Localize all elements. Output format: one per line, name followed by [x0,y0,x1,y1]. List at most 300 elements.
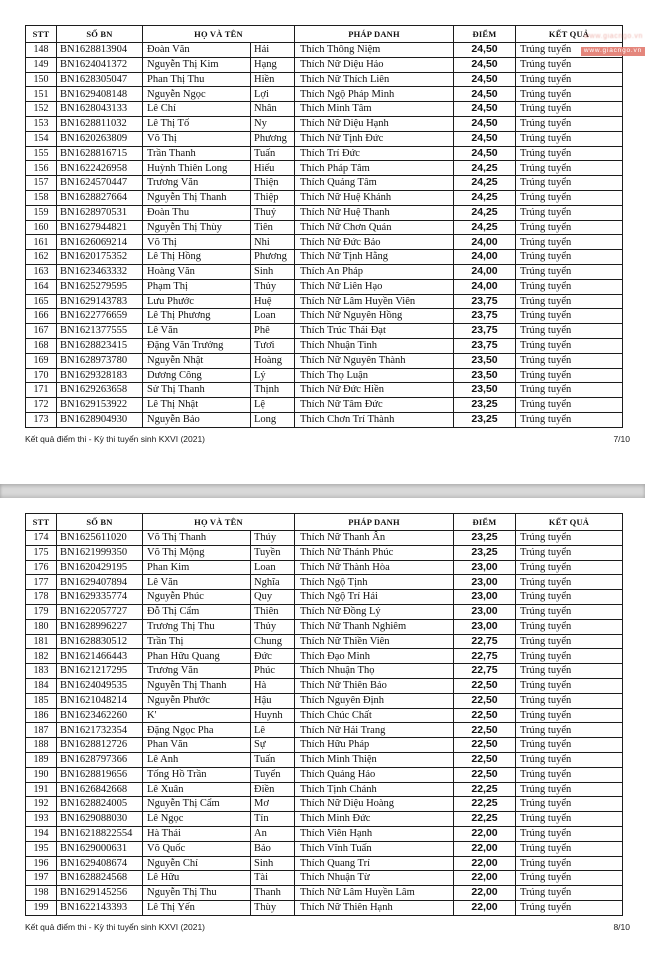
table-row [26,87,623,102]
surname-cell: Lê Văn [143,575,251,590]
stt-cell: 156 [26,161,57,176]
phap-danh-cell: Thích Vĩnh Tuấn [295,841,454,856]
table-row [26,767,623,782]
so-bn-cell: BN1629407894 [57,575,143,590]
so-bn-cell: BN1621377555 [57,324,143,339]
score-cell: 23,00 [454,619,516,634]
surname-cell: Đặng Văn Trưởng [143,338,251,353]
score-cell: 22,00 [454,856,516,871]
phap-danh-cell: Thích Nữ Huệ Thanh [295,205,454,220]
so-bn-cell: BN1628970531 [57,205,143,220]
score-cell: 22,00 [454,826,516,841]
table-row [26,161,623,176]
given-name-cell: Phương [251,131,295,146]
so-bn-cell: BN1624041372 [57,57,143,72]
score-cell: 24,25 [454,205,516,220]
given-name-cell: Hiền [251,72,295,87]
table-row [26,72,623,87]
result-cell: Trúng tuyển [516,146,623,161]
score-cell: 24,50 [454,72,516,87]
surname-cell: Huỳnh Thiên Long [143,161,251,176]
score-cell: 24,50 [454,57,516,72]
given-name-cell: Phương [251,250,295,265]
result-cell: Trúng tuyển [516,279,623,294]
header-diem: ĐIỂM [454,514,516,531]
stt-cell: 157 [26,176,57,191]
score-cell: 23,25 [454,545,516,560]
given-name-cell: Lý [251,368,295,383]
phap-danh-cell: Thích Nguyên Định [295,693,454,708]
given-name-cell: Huệ [251,294,295,309]
given-name-cell: Thanh [251,886,295,901]
so-bn-cell: BN1628305047 [57,72,143,87]
stt-cell: 194 [26,826,57,841]
table-row [26,782,623,797]
so-bn-cell: BN1627944821 [57,220,143,235]
result-cell: Trúng tuyển [516,220,623,235]
surname-cell: Lê Văn [143,324,251,339]
so-bn-cell: BN1629145256 [57,886,143,901]
result-cell: Trúng tuyển [516,826,623,841]
given-name-cell: Thiên [251,604,295,619]
given-name-cell: Loan [251,309,295,324]
given-name-cell: Tuyền [251,545,295,560]
table-row [26,649,623,664]
result-cell: Trúng tuyển [516,649,623,664]
result-cell: Trúng tuyển [516,693,623,708]
table-row [26,264,623,279]
result-cell: Trúng tuyển [516,72,623,87]
results-table-page-7 [25,25,623,428]
result-cell: Trúng tuyển [516,235,623,250]
footer-title: Kết quả điểm thi - Kỳ thi tuyển sinh KXVI (2021) [25,433,206,444]
stt-cell: 196 [26,856,57,871]
stt-cell: 198 [26,886,57,901]
header-diem: ĐIỂM [454,26,516,43]
stt-cell: 193 [26,812,57,827]
so-bn-cell: BN1628797366 [57,752,143,767]
phap-danh-cell: Thích Chơn Trí Thành [295,412,454,427]
table-row [26,116,623,131]
table-row [26,324,623,339]
surname-cell: Hà Thái [143,826,251,841]
table-row [26,43,623,58]
surname-cell: Trần Thanh [143,146,251,161]
so-bn-cell: BN1629153922 [57,398,143,413]
score-cell: 23,25 [454,398,516,413]
table-row [26,353,623,368]
stt-cell: 172 [26,398,57,413]
stt-cell: 188 [26,738,57,753]
surname-cell: Lê Thị Phương [143,309,251,324]
phap-danh-cell: Thích Viên Hạnh [295,826,454,841]
surname-cell: Nguyễn Phước [143,693,251,708]
phap-danh-cell: Thích Nữ Thanh Ân [295,531,454,546]
given-name-cell: Thủy [251,279,295,294]
so-bn-cell: BN1620175352 [57,250,143,265]
given-name-cell: Thiệp [251,190,295,205]
surname-cell: Phan Kim [143,560,251,575]
table-body-page-8 [26,531,623,916]
surname-cell: Trương Thị Thu [143,619,251,634]
phap-danh-cell: Thích Nữ Diệu Hảo [295,57,454,72]
phap-danh-cell: Thích Minh Thiện [295,752,454,767]
given-name-cell: Hạng [251,57,295,72]
stt-cell: 199 [26,900,57,915]
so-bn-cell: BN1624049535 [57,678,143,693]
table-row [26,220,623,235]
table-header-row [26,514,623,531]
table-row [26,738,623,753]
result-cell: Trúng tuyển [516,604,623,619]
given-name-cell: Tuấn [251,752,295,767]
table-row [26,826,623,841]
phap-danh-cell: Thích Nhuận Tinh [295,338,454,353]
so-bn-cell: BN1621999350 [57,545,143,560]
table-body-page-7 [26,43,623,428]
surname-cell: Võ Thị [143,131,251,146]
stt-cell: 184 [26,678,57,693]
surname-cell: Phan Hữu Quang [143,649,251,664]
table-row [26,871,623,886]
phap-danh-cell: Thích Nữ Thành Hòa [295,560,454,575]
given-name-cell: Nhi [251,235,295,250]
surname-cell: Đoàn Thu [143,205,251,220]
surname-cell: Đoàn Văn [143,43,251,58]
table-row [26,619,623,634]
stt-cell: 153 [26,116,57,131]
phap-danh-cell: Thích Nữ Đức Hiền [295,383,454,398]
surname-cell: Võ Thị Thanh [143,531,251,546]
result-cell: Trúng tuyển [516,856,623,871]
score-cell: 22,25 [454,812,516,827]
phap-danh-cell: Thích Nữ Đức Bảo [295,235,454,250]
phap-danh-cell: Thích Nhuận Thọ [295,664,454,679]
score-cell: 24,25 [454,176,516,191]
surname-cell: Nguyễn Thị Thu [143,886,251,901]
given-name-cell: Hiếu [251,161,295,176]
score-cell: 23,50 [454,353,516,368]
result-cell: Trúng tuyển [516,353,623,368]
phap-danh-cell: Thích Minh Đức [295,812,454,827]
phap-danh-cell: Thích Nữ Nguyên Hồng [295,309,454,324]
given-name-cell: Sự [251,738,295,753]
phap-danh-cell: Thích Nữ Tịnh Đức [295,131,454,146]
given-name-cell: Điền [251,782,295,797]
phap-danh-cell: Thích Nữ Hải Trang [295,723,454,738]
phap-danh-cell: Thích Tịnh Chánh [295,782,454,797]
so-bn-cell: BN1621466443 [57,649,143,664]
given-name-cell: Ny [251,116,295,131]
given-name-cell: Thịnh [251,383,295,398]
stt-cell: 173 [26,412,57,427]
score-cell: 22,75 [454,664,516,679]
result-cell: Trúng tuyển [516,575,623,590]
table-row [26,250,623,265]
stt-cell: 179 [26,604,57,619]
phap-danh-cell: Thích Thọ Luận [295,368,454,383]
table-row [26,856,623,871]
table-row [26,886,623,901]
score-cell: 22,25 [454,797,516,812]
so-bn-cell: BN1628043133 [57,102,143,117]
phap-danh-cell: Thích Pháp Tâm [295,161,454,176]
score-cell: 23,50 [454,383,516,398]
given-name-cell: Chung [251,634,295,649]
given-name-cell: Phúc [251,664,295,679]
score-cell: 24,50 [454,116,516,131]
so-bn-cell: BN1628819656 [57,767,143,782]
surname-cell: Lê Anh [143,752,251,767]
result-cell: Trúng tuyển [516,116,623,131]
score-cell: 23,00 [454,590,516,605]
surname-cell: Lê Xuân [143,782,251,797]
stt-cell: 148 [26,43,57,58]
result-cell: Trúng tuyển [516,560,623,575]
so-bn-cell: BN1621048214 [57,693,143,708]
stt-cell: 150 [26,72,57,87]
phap-danh-cell: Thích Nhuận Từ [295,871,454,886]
so-bn-cell: BN1629088030 [57,812,143,827]
given-name-cell: Tiên [251,220,295,235]
given-name-cell: Thiện [251,176,295,191]
result-cell: Trúng tuyển [516,812,623,827]
table-row [26,664,623,679]
given-name-cell: Tươi [251,338,295,353]
result-cell: Trúng tuyển [516,190,623,205]
result-cell: Trúng tuyển [516,338,623,353]
surname-cell: Lê Ngọc [143,812,251,827]
phap-danh-cell: Thích Nữ Nguyên Thành [295,353,454,368]
phap-danh-cell: Thích Ngộ Tịnh [295,575,454,590]
so-bn-cell: BN1629143783 [57,294,143,309]
header-stt: STT [26,514,57,531]
so-bn-cell: BN1628816715 [57,146,143,161]
phap-danh-cell: Thích Nữ Thanh Nghiêm [295,619,454,634]
header-so-bn: SỐ BN [57,514,143,531]
stt-cell: 183 [26,664,57,679]
result-cell: Trúng tuyển [516,309,623,324]
surname-cell: K' [143,708,251,723]
surname-cell: Lê Thị Yến [143,900,251,915]
score-cell: 23,75 [454,309,516,324]
surname-cell: Nguyễn Ngọc [143,87,251,102]
stt-cell: 178 [26,590,57,605]
so-bn-cell: BN1624570447 [57,176,143,191]
result-cell: Trúng tuyển [516,738,623,753]
score-cell: 23,00 [454,560,516,575]
so-bn-cell: BN1629408148 [57,87,143,102]
given-name-cell: Hà [251,678,295,693]
stt-cell: 186 [26,708,57,723]
phap-danh-cell: Thích Nữ Huệ Khánh [295,190,454,205]
table-row [26,279,623,294]
table-row [26,678,623,693]
score-cell: 22,50 [454,738,516,753]
given-name-cell: Tín [251,812,295,827]
phap-danh-cell: Thích Nữ Thánh Phúc [295,545,454,560]
page-8 [0,513,645,966]
so-bn-cell: BN1628830512 [57,634,143,649]
given-name-cell: An [251,826,295,841]
so-bn-cell: BN1628827664 [57,190,143,205]
given-name-cell: Mơ [251,797,295,812]
given-name-cell: Phê [251,324,295,339]
page-divider [0,484,645,498]
table-row [26,309,623,324]
result-cell: Trúng tuyển [516,383,623,398]
result-cell: Trúng tuyển [516,324,623,339]
phap-danh-cell: Thích Nữ Thiền Viên [295,634,454,649]
stt-cell: 166 [26,309,57,324]
surname-cell: Lê Thị Nhật [143,398,251,413]
result-cell: Trúng tuyển [516,398,623,413]
table-row [26,205,623,220]
result-cell: Trúng tuyển [516,531,623,546]
surname-cell: Phạm Thị [143,279,251,294]
surname-cell: Lê Thị Hồng [143,250,251,265]
stt-cell: 160 [26,220,57,235]
given-name-cell: Thủy [251,619,295,634]
given-name-cell: Hậu [251,693,295,708]
score-cell: 22,50 [454,693,516,708]
score-cell: 22,75 [454,649,516,664]
given-name-cell: Long [251,412,295,427]
table-row [26,57,623,72]
phap-danh-cell: Thích Trúc Thái Đạt [295,324,454,339]
table-row [26,604,623,619]
so-bn-cell: BN1625611020 [57,531,143,546]
given-name-cell: Sinh [251,264,295,279]
table-row [26,841,623,856]
score-cell: 22,75 [454,634,516,649]
score-cell: 24,25 [454,220,516,235]
score-cell: 24,50 [454,87,516,102]
score-cell: 24,00 [454,264,516,279]
stt-cell: 165 [26,294,57,309]
phap-danh-cell: Thích Quảng Tâm [295,176,454,191]
result-cell: Trúng tuyển [516,767,623,782]
so-bn-cell: BN1620429195 [57,560,143,575]
table-row [26,102,623,117]
surname-cell: Nguyễn Bảo [143,412,251,427]
header-ket-qua: KẾT QUẢ [516,26,623,43]
so-bn-cell: BN1622057727 [57,604,143,619]
so-bn-cell: BN1628904930 [57,412,143,427]
result-cell: Trúng tuyển [516,886,623,901]
so-bn-cell: BN1622143393 [57,900,143,915]
score-cell: 22,00 [454,886,516,901]
table-row [26,398,623,413]
score-cell: 22,50 [454,708,516,723]
table-row [26,412,623,427]
header-phap-danh: PHÁP DANH [295,26,454,43]
surname-cell: Lê Hữu [143,871,251,886]
so-bn-cell: BN1621217295 [57,664,143,679]
surname-cell: Trương Văn [143,176,251,191]
result-cell: Trúng tuyển [516,176,623,191]
given-name-cell: Nhân [251,102,295,117]
given-name-cell: Tuyển [251,767,295,782]
given-name-cell: Lệ [251,398,295,413]
table-row [26,338,623,353]
score-cell: 23,25 [454,531,516,546]
score-cell: 23,25 [454,412,516,427]
header-stt: STT [26,26,57,43]
phap-danh-cell: Thích Minh Tâm [295,102,454,117]
phap-danh-cell: Thích Nữ Lâm Huyền Lâm [295,886,454,901]
so-bn-cell: BN1622776659 [57,309,143,324]
header-ket-qua: KẾT QUẢ [516,514,623,531]
result-cell: Trúng tuyển [516,412,623,427]
score-cell: 24,00 [454,250,516,265]
surname-cell: Trần Thị [143,634,251,649]
stt-cell: 181 [26,634,57,649]
table-row [26,708,623,723]
table-row [26,190,623,205]
phap-danh-cell: Thích Chúc Chất [295,708,454,723]
phap-danh-cell: Thích Nữ Thích Liên [295,72,454,87]
table-row [26,146,623,161]
surname-cell: Võ Quốc [143,841,251,856]
document-canvas [0,25,645,951]
phap-danh-cell: Thích Nữ Diệu Hạnh [295,116,454,131]
result-cell: Trúng tuyển [516,782,623,797]
so-bn-cell: BN1629000631 [57,841,143,856]
table-row [26,797,623,812]
phap-danh-cell: Thích Nữ Liên Hạo [295,279,454,294]
surname-cell: Hoàng Văn [143,264,251,279]
so-bn-cell: BN1628996227 [57,619,143,634]
table-row [26,590,623,605]
stt-cell: 163 [26,264,57,279]
surname-cell: Tống Hồ Trần [143,767,251,782]
stt-cell: 185 [26,693,57,708]
stt-cell: 161 [26,235,57,250]
score-cell: 23,75 [454,294,516,309]
surname-cell: Đặng Ngọc Pha [143,723,251,738]
table-row [26,634,623,649]
result-cell: Trúng tuyển [516,664,623,679]
stt-cell: 177 [26,575,57,590]
table-row [26,131,623,146]
result-cell: Trúng tuyển [516,797,623,812]
stt-cell: 169 [26,353,57,368]
result-cell: Trúng tuyển [516,131,623,146]
so-bn-cell: BN1629328183 [57,368,143,383]
given-name-cell: Loan [251,560,295,575]
table-row [26,235,623,250]
so-bn-cell: BN1628823415 [57,338,143,353]
stt-cell: 171 [26,383,57,398]
phap-danh-cell: Thích An Pháp [295,264,454,279]
stt-cell: 151 [26,87,57,102]
given-name-cell: Hoàng [251,353,295,368]
so-bn-cell: BN1629408674 [57,856,143,871]
header-so-bn: SỐ BN [57,26,143,43]
stt-cell: 191 [26,782,57,797]
given-name-cell: Tài [251,871,295,886]
score-cell: 22,25 [454,782,516,797]
so-bn-cell: BN1628824005 [57,797,143,812]
score-cell: 23,00 [454,575,516,590]
surname-cell: Nguyễn Thị Thùy [143,220,251,235]
score-cell: 24,00 [454,279,516,294]
footer-title: Kết quả điểm thi - Kỳ thi tuyển sinh KXVI (2021) [25,921,206,932]
phap-danh-cell: Thích Nữ Thiên Hạnh [295,900,454,915]
surname-cell: Lê Chí [143,102,251,117]
given-name-cell: Thùy [251,900,295,915]
